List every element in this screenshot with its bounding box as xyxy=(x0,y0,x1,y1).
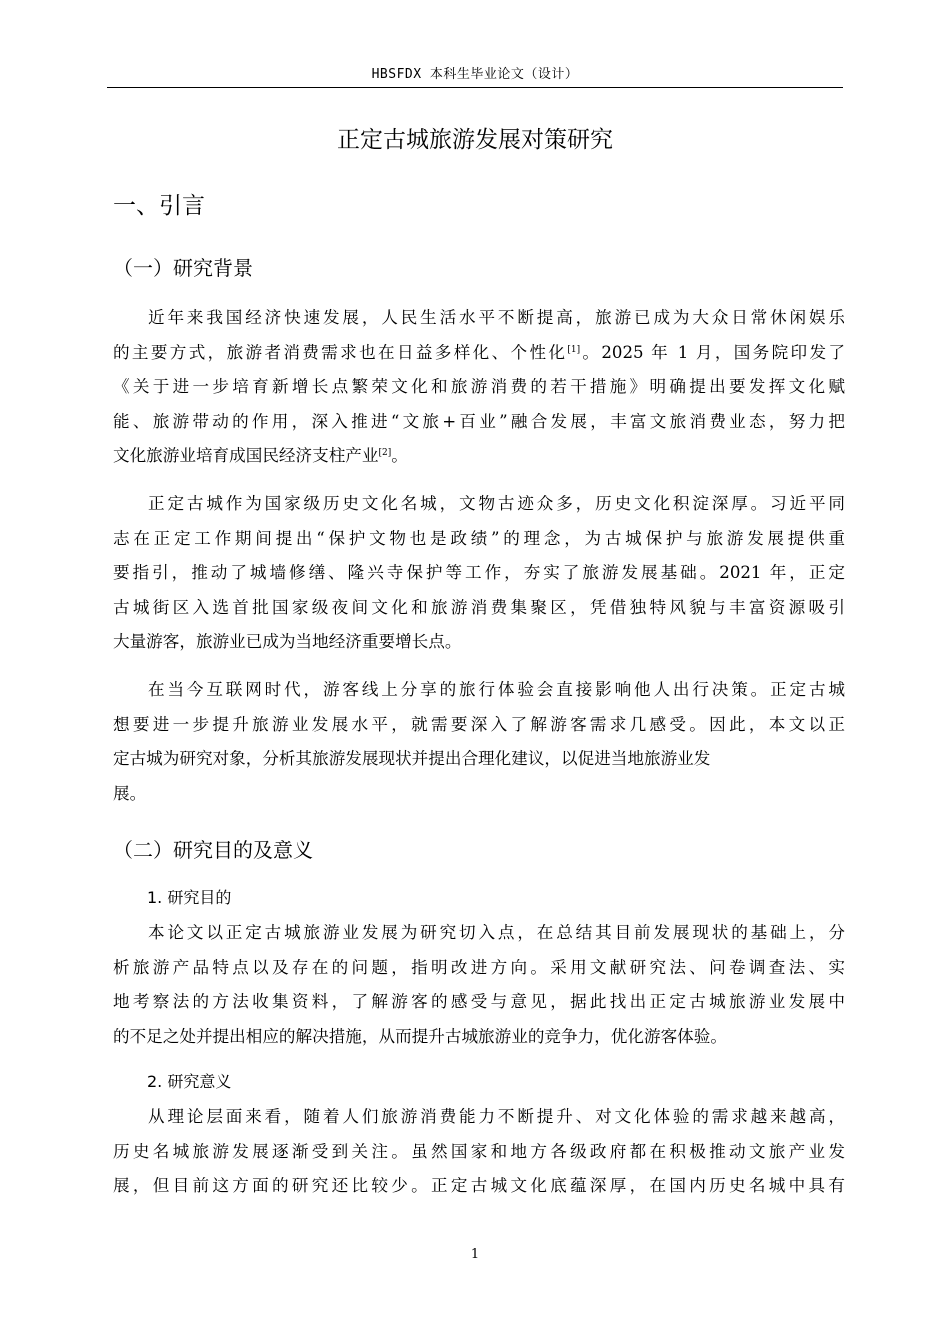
text-run: 。2025 年 1 月，国务院印发了 xyxy=(580,342,845,362)
text-line: 正定古城作为国家级历史文化名城，文物古迹众多，历史文化积淀深厚。习近平同 xyxy=(148,494,845,513)
text-line: 历史名城旅游发展逐渐受到关注。虽然国家和地方各级政府都在积极推动文旅产业发 xyxy=(113,1141,845,1161)
text-line: 大量游客，旅游业已成为当地经济重要增长点。 xyxy=(113,632,462,651)
text-line: 地考察法的方法收集资料，了解游客的感受与意见，据此找出正定古城旅游业发展中 xyxy=(113,992,845,1011)
text-line: 近年来我国经济快速发展，人民生活水平不断提高，旅游已成为大众日常休闲娱乐 xyxy=(148,308,845,327)
page-number: 1 xyxy=(470,1247,480,1262)
paragraph-background-3 xyxy=(113,673,845,811)
header-rule xyxy=(107,87,843,88)
text-line: 《关于进一步培育新增长点繁荣文化和旅游消费的若干措施》明确提出要发挥文化赋 xyxy=(113,377,845,396)
text-line: 本论文以正定古城旅游业发展为研究切入点，在总结其目前发展现状的基础上，分 xyxy=(148,923,845,942)
document-title: 正定古城旅游发展对策研究 xyxy=(337,127,613,153)
text-run: 。 xyxy=(391,446,408,465)
text-line: 能、旅游带动的作用，深入推进“文旅+百业”融合发展，丰富文旅消费业态，努力把 xyxy=(113,411,845,431)
text-line: 展。 xyxy=(113,783,147,803)
text-line: 析旅游产品特点以及存在的问题，指明改进方向。采用文献研究法、问卷调查法、实 xyxy=(113,957,845,977)
section-heading-introduction: 一、引言 xyxy=(113,193,205,219)
text-line xyxy=(113,336,845,371)
citation-ref: [2] xyxy=(378,448,392,458)
text-line: 在当今互联网时代，游客线上分享的旅行体验会直接影响他人出行决策。正定古城 xyxy=(148,680,845,699)
text-line: 展，但目前这方面的研究还比较少。正定古城文化底蕴深厚，在国内历史名城中具有 xyxy=(113,1176,845,1195)
subsection-heading-purpose-significance: （二）研究目的及意义 xyxy=(113,838,313,862)
paragraph-background-1 xyxy=(113,301,845,474)
text-run: 的主要方式，旅游者消费需求也在日益多样化、个性化 xyxy=(113,342,568,362)
paragraph-significance xyxy=(113,1100,845,1204)
text-run: 文化旅游业培育成国民经济支柱产业 xyxy=(113,446,379,465)
text-line: 从理论层面来看，随着人们旅游消费能力不断提升、对文化体验的需求越来越高， xyxy=(148,1107,845,1126)
text-line: 的不足之处并提出相应的解决措施，从而提升古城旅游业的竞争力，优化游客体验。 xyxy=(113,1026,727,1046)
subsection-heading-background: （一）研究背景 xyxy=(113,256,253,280)
item-heading-significance: 2. 研究意义 xyxy=(147,1072,232,1091)
text-line: 想要进一步提升旅游业发展水平，就需要深入了解游客需求几感受。因此，本文以正 xyxy=(113,714,845,734)
paragraph-purpose xyxy=(113,916,845,1054)
text-line: 要指引，推动了城墙修缮、隆兴寺保护等工作，夯实了旅游发展基础。2021 年，正定 xyxy=(113,563,845,582)
item-heading-purpose: 1. 研究目的 xyxy=(147,888,232,907)
text-line: 定古城为研究对象，分析其旅游发展现状并提出合理化建议，以促进当地旅游业发 xyxy=(113,749,711,768)
text-line xyxy=(113,439,845,474)
text-line: 古城街区入选首批国家级夜间文化和旅游消费集聚区，凭借独特风貌与丰富资源吸引 xyxy=(113,597,845,617)
paragraph-background-2 xyxy=(113,487,845,660)
running-header: HBSFDX 本科生毕业论文（设计） xyxy=(371,67,579,82)
citation-ref: [1] xyxy=(567,344,581,355)
text-line: 志在正定工作期间提出“保护文物也是政绩”的理念，为古城保护与旅游发展提供重 xyxy=(113,528,845,548)
